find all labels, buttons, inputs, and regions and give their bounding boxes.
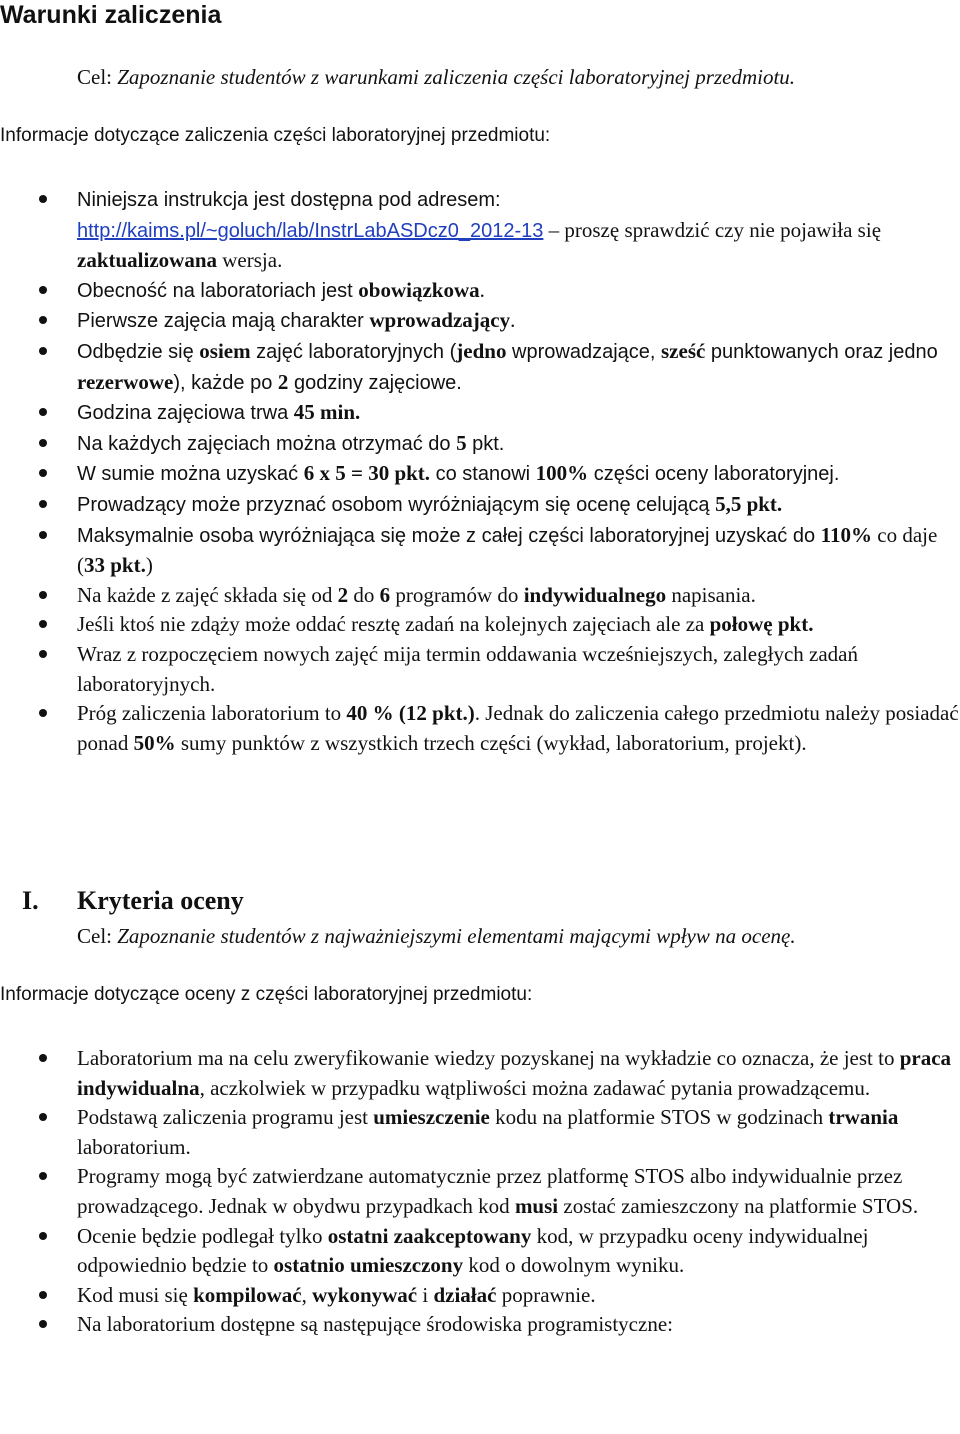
list-item: Jeśli ktoś nie zdąży może oddać resztę zadań na kolejnych zajęciach ale za połowę pkt. [0,610,960,640]
bullet-icon [39,1113,47,1121]
section-number: I. [22,886,39,915]
list-item: Programy mogą być zatwierdzane automatycznie przez platformę STOS albo indywidualnie przez prowadzącego. Jednak w obydwu przypadkach kod musi zostać zamieszczony na platformie STOS. [0,1162,960,1221]
conditions-list [0,185,960,758]
section-heading [22,885,244,917]
list-item: Na laboratorium dostępne są następujące środowiska programistyczne: [0,1310,960,1340]
goal-text: Zapoznanie studentów z najważniejszymi elementami mającymi wpływ na ocenę. [117,924,796,948]
bullet-icon [39,408,47,416]
bullet-icon [39,195,47,203]
list-item: Laboratorium ma na celu zweryfikowanie wiedzy pozyskanej na wykładzie co oznacza, że jest to praca indywidualna, aczkolwiek w przypadku wątpliwości można zadawać pytania prowadzącemu. [0,1044,960,1103]
list-item: Godzina zajęciowa trwa 45 min. [0,398,960,429]
bullet-icon [39,1172,47,1180]
list-item: Odbędzie się osiem zajęć laboratoryjnych (jedno wprowadzające, sześć punktowanych oraz jedno rezerwowe), każde po 2 godziny zajęciowe. [0,337,960,398]
bullet-icon [39,531,47,539]
list-item: Podstawą zaliczenia programu jest umieszczenie kodu na platformie STOS w godzinach trwania laboratorium. [0,1103,960,1162]
goal-paragraph: Cel: Zapoznanie studentów z warunkami zaliczenia części laboratoryjnej przedmiotu. [77,65,796,89]
page-title: Warunki zaliczenia [0,1,222,29]
bullet-icon [39,500,47,508]
bullet-icon [39,1054,47,1062]
list-item: Na każde z zajęć składa się od 2 do 6 programów do indywidualnego napisania. [0,581,960,611]
list-item: Obecność na laboratoriach jest obowiązkowa. [0,276,960,307]
bullet-icon [39,286,47,294]
info-heading: Informacje dotyczące oceny z części laboratoryjnej przedmiotu: [0,984,533,1005]
instruction-link[interactable]: http://kaims.pl/~goluch/lab/InstrLabASDcz0_2012-13 [77,219,544,242]
bullet-icon [39,1320,47,1328]
bullet-icon [39,439,47,447]
section-title: Kryteria oceny [77,886,244,915]
goal-text: Zapoznanie studentów z warunkami zaliczenia części laboratoryjnej przedmiotu. [117,65,796,89]
list-item: W sumie można uzyskać 6 x 5 = 30 pkt. co stanowi 100% części oceny laboratoryjnej. [0,459,960,490]
bullet-icon [39,591,47,599]
bullet-icon [39,347,47,355]
bullet-icon [39,469,47,477]
bullet-icon [39,1291,47,1299]
bullet-icon [39,620,47,628]
list-item: Prowadzący może przyznać osobom wyróżniającym się ocenę celującą 5,5 pkt. [0,490,960,521]
list-item: Niniejsza instrukcja jest dostępna pod adresem: http://kaims.pl/~goluch/lab/InstrLabASDcz0_2012-13 – proszę sprawdzić czy nie pojawiła się zaktualizowana wersja. [0,185,960,276]
bullet-icon [39,709,47,717]
criteria-list [0,1044,960,1340]
list-item: Na każdych zajęciach można otrzymać do 5 pkt. [0,429,960,460]
list-item: Ocenie będzie podlegał tylko ostatni zaakceptowany kod, w przypadku oceny indywidualnej odpowiednio będzie to ostatnio umieszczony kod o dowolnym wyniku. [0,1222,960,1281]
bullet-icon [39,1232,47,1240]
list-item: Maksymalnie osoba wyróżniająca się może z całej części laboratoryjnej uzyskać do 110% co daje (33 pkt.) [0,521,960,581]
list-item: Kod musi się kompilować, wykonywać i działać poprawnie. [0,1281,960,1311]
goal-paragraph: Cel: Zapoznanie studentów z najważniejszymi elementami mającymi wpływ na ocenę. [77,924,796,948]
info-heading: Informacje dotyczące zaliczenia części laboratoryjnej przedmiotu: [0,125,551,146]
list-item: Próg zaliczenia laboratorium to 40 % (12 pkt.). Jednak do zaliczenia całego przedmiotu należy posiadać ponad 50% sumy punktów z wszystkich trzech części (wykład, laboratorium, projekt). [0,699,960,758]
list-item: Pierwsze zajęcia mają charakter wprowadzający. [0,306,960,337]
list-item: Wraz z rozpoczęciem nowych zajęć mija termin oddawania wcześniejszych, zaległych zadań laboratoryjnych. [0,640,960,699]
bullet-icon [39,650,47,658]
bullet-icon [39,316,47,324]
